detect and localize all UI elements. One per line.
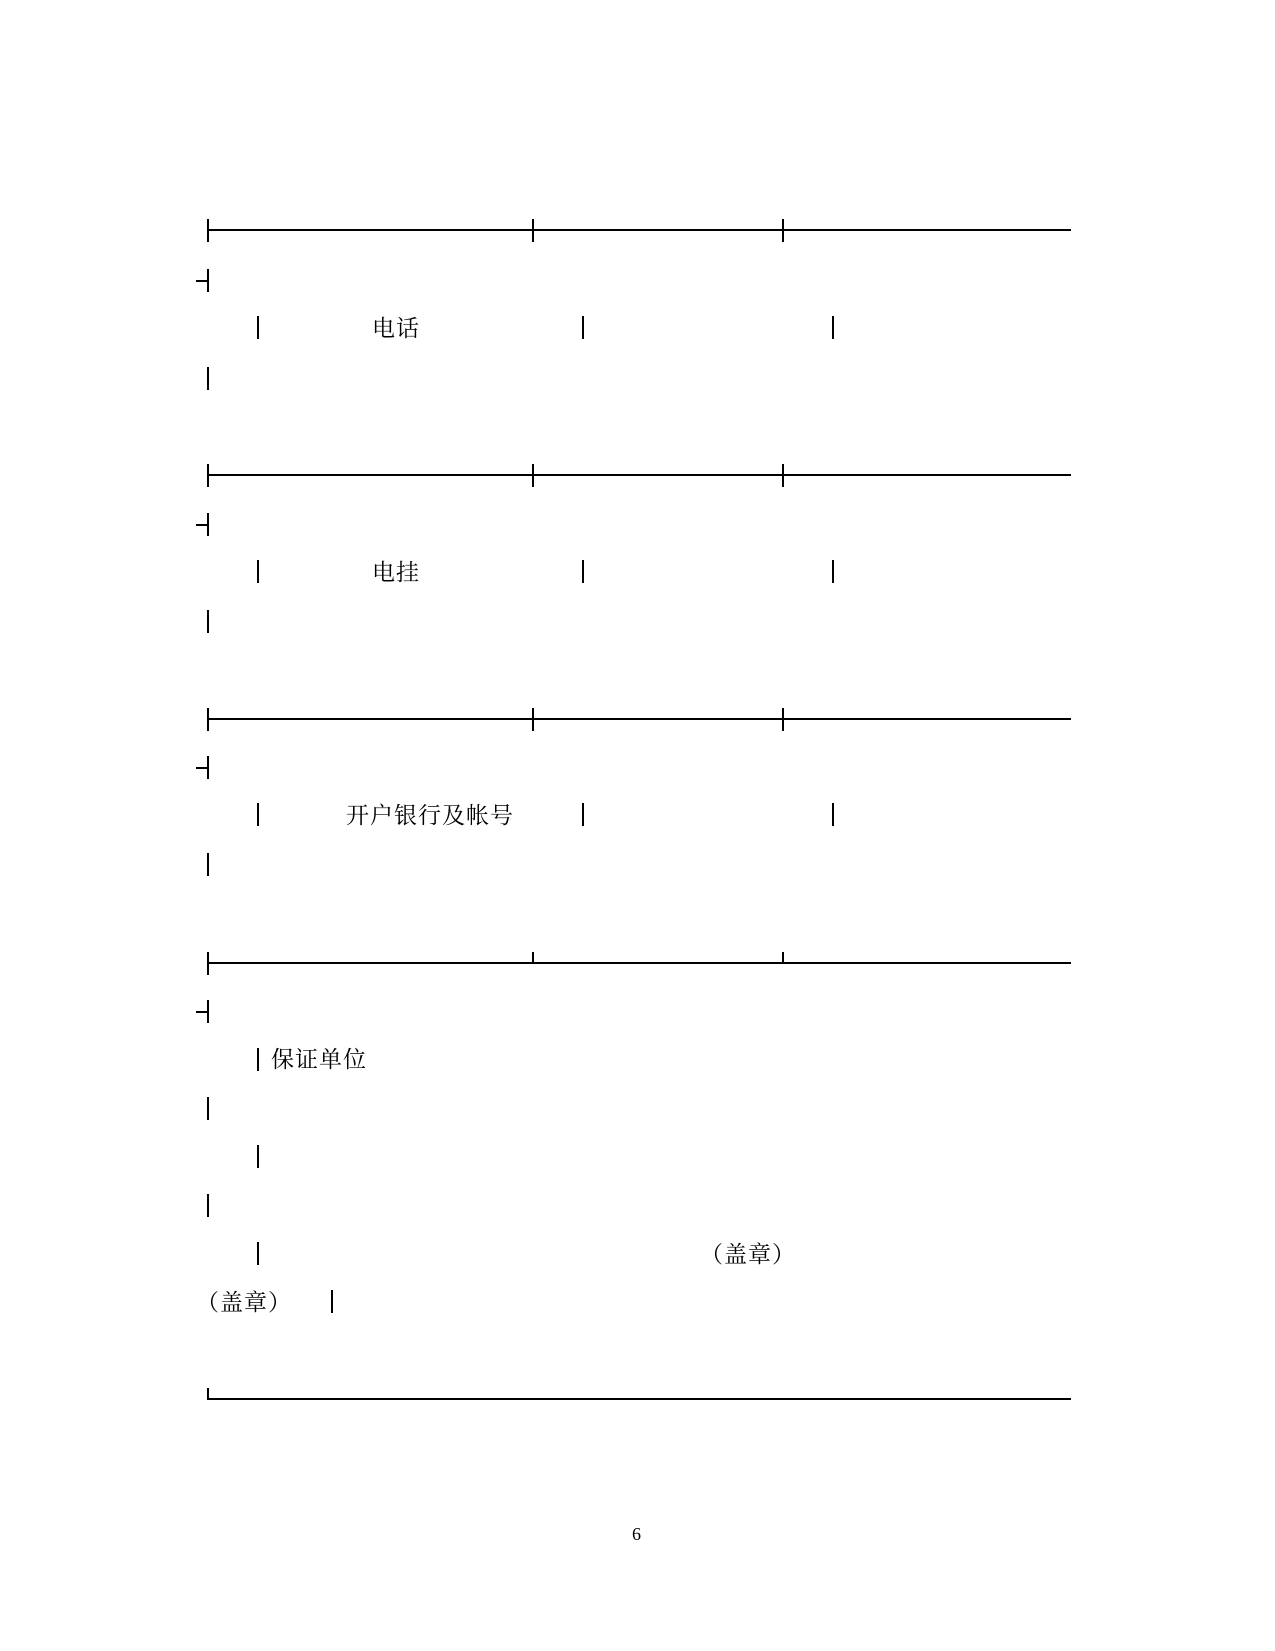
table-rule	[207, 229, 1071, 231]
table-bottom-rule	[207, 1398, 1071, 1400]
border-bar	[832, 803, 834, 826]
rule-tick	[207, 952, 209, 975]
border-bar	[207, 610, 209, 633]
border-bar	[257, 1242, 259, 1265]
border-bar	[207, 756, 209, 779]
rule-tick	[207, 464, 209, 487]
rule-tick	[207, 219, 209, 242]
border-bar	[207, 1097, 209, 1120]
border-bar	[582, 803, 584, 826]
rule-tick	[532, 708, 534, 731]
border-bar	[207, 367, 209, 390]
table-rule	[207, 718, 1071, 720]
field-label-bank-account: 开户银行及帐号	[346, 803, 514, 829]
border-bar	[257, 1145, 259, 1168]
border-bar	[257, 316, 259, 339]
border-bar	[207, 1000, 209, 1023]
page-number: 6	[632, 1524, 641, 1544]
border-bar	[331, 1290, 333, 1313]
border-bar	[207, 853, 209, 876]
table-rule	[207, 962, 1071, 964]
table-rule	[207, 474, 1071, 476]
border-bar	[207, 269, 209, 292]
rule-tick	[782, 952, 784, 964]
border-bar	[832, 560, 834, 583]
rule-tick	[532, 952, 534, 964]
border-bar	[582, 560, 584, 583]
border-bar	[832, 316, 834, 339]
rule-tick	[782, 708, 784, 731]
seal-note-left: （盖章）	[196, 1290, 292, 1316]
border-bar	[257, 1048, 259, 1071]
field-label-guarantor: 保证单位	[271, 1047, 367, 1073]
border-bar	[582, 316, 584, 339]
border-bar	[257, 803, 259, 826]
rule-tick	[782, 219, 784, 242]
rule-tick	[782, 464, 784, 487]
field-label-phone: 电话	[372, 316, 420, 342]
border-bar	[257, 560, 259, 583]
field-label-telegraph: 电挂	[372, 560, 420, 586]
seal-note-right: （盖章）	[700, 1242, 796, 1268]
border-bar	[207, 1194, 209, 1217]
border-bar	[207, 513, 209, 536]
rule-tick	[532, 219, 534, 242]
rule-tick	[207, 708, 209, 731]
rule-tick	[532, 464, 534, 487]
